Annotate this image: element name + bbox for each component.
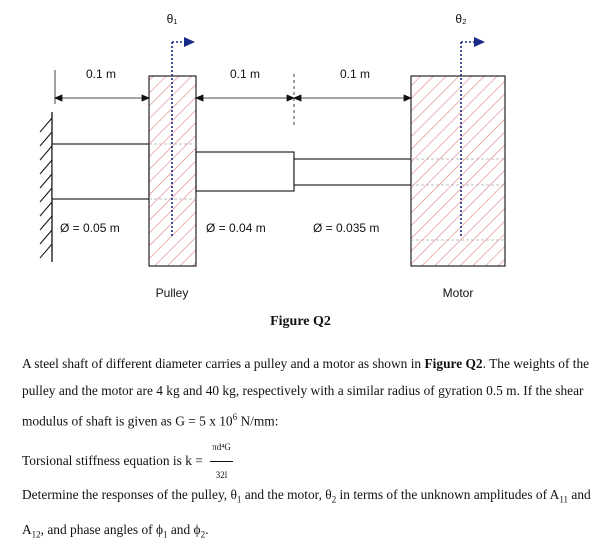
figure-caption: Figure Q2 <box>270 314 331 329</box>
stiffness-formula: $\frac{\text{πd⁴G}}{32l}$ <box>210 434 233 489</box>
shaft-segment-3 <box>294 159 411 185</box>
motor-label: Motor <box>442 286 474 300</box>
theta2-label: θ₂ <box>455 12 467 26</box>
fixed-wall <box>40 112 52 262</box>
task-statement: Determine the responses of the pulley, $\theta_1$ and the motor, $\theta_2$ in terms of the unknown amplitudes of $A_{11}$ and $A_{12}$, and phase angles of $\phi_1$ and $\phi_2$. <box>22 487 591 540</box>
dimension-label-3: 0.1 m <box>339 67 371 81</box>
diameter-label-2: Ø = 0.04 m <box>206 221 266 235</box>
theta1-label: θ₁ <box>166 12 178 26</box>
diameter-label-3: Ø = 0.035 m <box>313 221 380 235</box>
figure-reference: Figure Q2 <box>424 356 483 371</box>
stiffness-equation: Torsional stiffness equation is k = $\frac{\text{πd⁴G}}{32l}$ <box>22 453 233 468</box>
diameter-label-1: Ø = 0.05 m <box>60 221 120 235</box>
motor-block <box>411 76 505 266</box>
problem-statement: A steel shaft of different diameter carries a pulley and a motor as shown in Figure Q2. The weights of the pulley and the motor are 4 kg and 40 kg, respectively with a similar radius of gyration 0.5 m. If the shear modulus of shaft is given as G = 5 x $10^6$ N/mm: Torsional stiffness equation is k = $\frac{\text{πd⁴G}}{32l}$ <box>22 350 597 489</box>
shaft-segment-2 <box>196 152 294 191</box>
pulley-label: Pulley <box>155 286 189 300</box>
dimension-label-2: 0.1 m <box>229 67 261 81</box>
shaft-segment-1 <box>52 144 149 199</box>
dimension-label-1: 0.1 m <box>85 67 117 81</box>
